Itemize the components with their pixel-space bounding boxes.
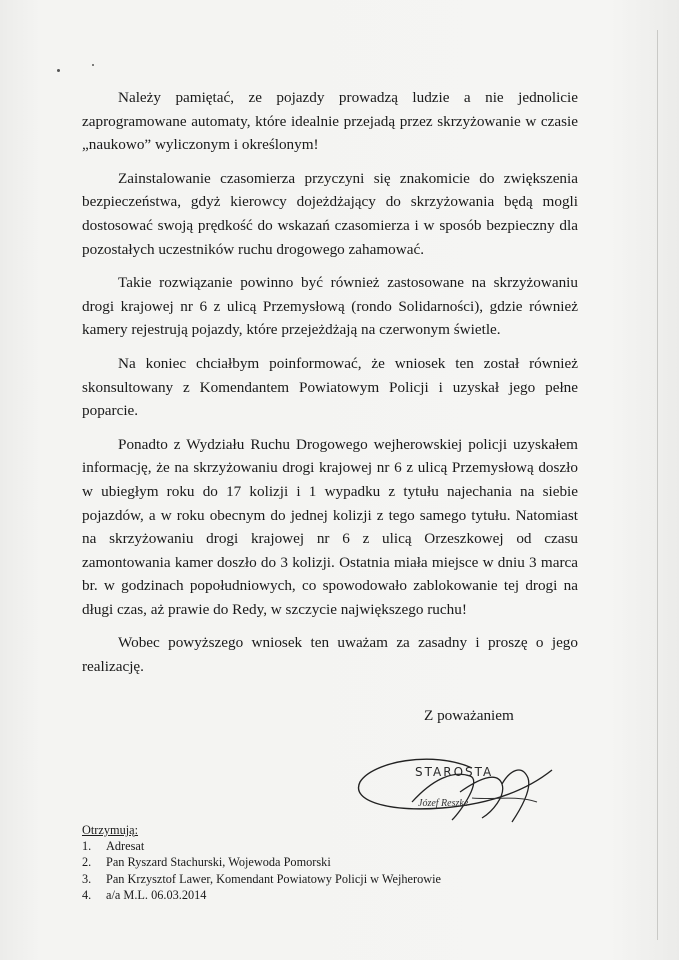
scan-speck: [57, 69, 60, 72]
scan-edge-line: [657, 30, 658, 940]
stamp-name: Józef Reszke: [418, 798, 469, 809]
closing-salutation: Z poważaniem: [424, 707, 514, 724]
recipients-list: [82, 822, 441, 903]
stamp-title: STAROSTA: [415, 765, 494, 779]
item-number: 1.: [82, 839, 92, 854]
item-text: Pan Krzysztof Lawer, Komendant Powiatowy Policji w Wejherowie: [106, 871, 442, 886]
paragraph: Należy pamiętać, ze pojazdy prowadzą ludzie a nie jednolicie zaprogramowane automaty, które idealnie przejadą przez skrzyżowanie w czasie „naukowo” wyliczonym i określonym!: [82, 89, 578, 154]
paragraph: Takie rozwiązanie powinno być również zastosowane na skrzyżowaniu drogi krajowej nr 6 z ulicą Przemysłową (rondo Solidarności), gdzie również kamery rejestrują pojazdy, które przejeżdżają na czerwonym świetle.: [82, 274, 578, 339]
list-item: [82, 854, 441, 870]
item-text: Pan Ryszard Stachurski, Wojewoda Pomorski: [106, 855, 331, 870]
paragraph: Na koniec chciałbym poinformować, że wniosek ten został również skonsultowany z Komendantem Powiatowym Policji i uzyskał jego pełne poparcie.: [82, 354, 578, 420]
letter-body: [82, 86, 578, 679]
item-number: 4.: [82, 887, 92, 902]
item-number: 2.: [82, 855, 92, 870]
item-text: Adresat: [106, 839, 145, 854]
paragraph: Ponadto z Wydziału Ruchu Drogowego wejherowskiej policji uzyskałem informację, że na skrzyżowaniu drogi krajowej nr 6 z ulicą Przemysłową doszło w ubiegłym roku do 17 kolizji i 1 wypadku z tytułu najechania na siebie pojazdów, a w roku obecnym do jednej kolizji z tego samego tytułu. Natomiast na skrzyżowaniu drogi krajowej nr 6 z ulicą Orzeszkowej od czasu zamontowania kamer doszło do 3 kolizji. Ostatnia miała miejsce w dniu 3 marca br. w godzinach popołudniowych, co spowodowało zablokowanie tej drogi na długi czas, aż prawie do Redy, w szczycie największego ruchu!: [82, 435, 578, 618]
list-item: [82, 838, 441, 854]
list-item: [82, 871, 441, 887]
paragraph: Zainstalowanie czasomierza przyczyni się znakomicie do zwiększenia bezpieczeństwa, gdyż kierowcy dojeżdżający do skrzyżowania będą mogli dostosować swoją prędkość do wskazań czasomierza i w sposób bezpieczny dla pozostałych uczestników ruchu drogowego zahamować.: [82, 169, 578, 258]
scan-speck: [92, 64, 94, 66]
recipients-heading: Otrzymują:: [82, 823, 139, 837]
list-item: [82, 887, 441, 903]
paragraph: Wobec powyższego wniosek ten uważam za zasadny i proszę o jego realizację.: [82, 634, 578, 676]
item-number: 3.: [82, 871, 92, 886]
item-text: a/a M.L. 06.03.2014: [106, 887, 207, 902]
